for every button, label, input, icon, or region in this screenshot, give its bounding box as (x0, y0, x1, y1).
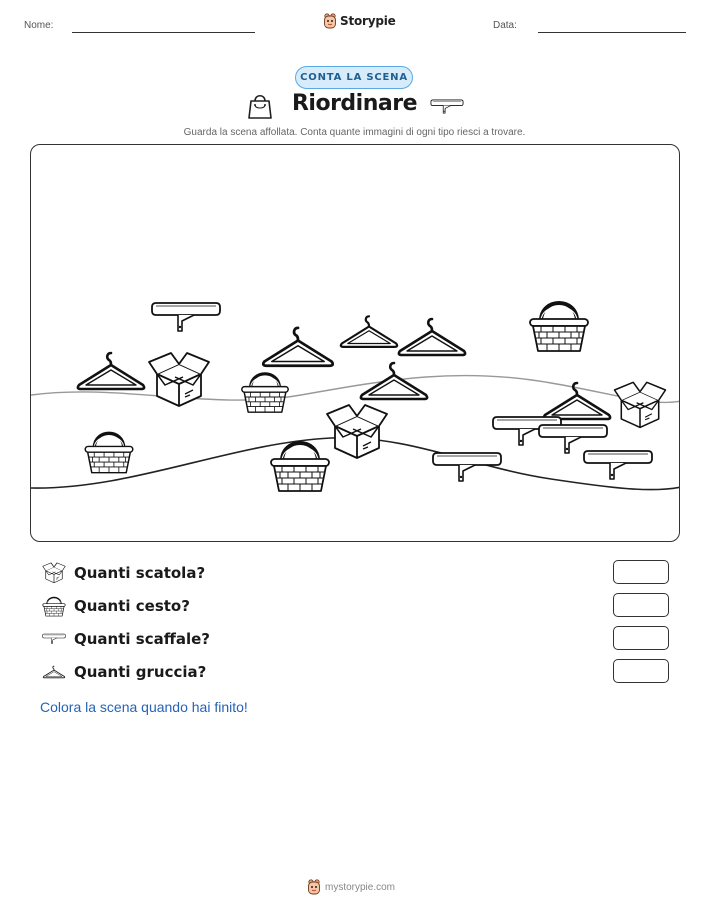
basket-icon (41, 593, 67, 619)
hanger-4[interactable] (399, 319, 465, 355)
answer-box-scaffale[interactable] (613, 626, 669, 650)
answer-box-scatola[interactable] (613, 560, 669, 584)
question-box (41, 560, 671, 586)
question-box-text: Quanti scatola? (74, 564, 206, 582)
shelf-3[interactable] (539, 425, 607, 453)
question-shelf-text: Quanti scaffale? (74, 630, 210, 648)
box-icon (41, 560, 67, 586)
shelf-5[interactable] (584, 451, 652, 479)
hanger-5[interactable] (361, 363, 427, 399)
date-line[interactable] (538, 32, 686, 33)
storypie-mascot-icon (323, 13, 337, 29)
hanger-3[interactable] (341, 316, 397, 347)
footer-url[interactable]: mystorypie.com (325, 881, 396, 893)
footer (307, 879, 395, 895)
question-basket-text: Quanti cesto? (74, 597, 190, 615)
question-hanger-text: Quanti gruccia? (74, 663, 207, 681)
box-2[interactable] (615, 382, 666, 427)
date-label: Data: (493, 20, 517, 31)
basket-3[interactable] (85, 433, 133, 472)
name-line[interactable] (72, 32, 255, 33)
hanger-icon (41, 659, 67, 685)
basket-4[interactable] (271, 443, 329, 491)
shelf-icon (430, 96, 464, 118)
hanger-1[interactable] (78, 353, 144, 389)
brand-name: Storypie (340, 14, 396, 28)
question-shelf (41, 626, 671, 652)
storypie-mascot-icon (307, 879, 321, 895)
box-3[interactable] (327, 405, 387, 458)
answer-box-gruccia[interactable] (613, 659, 669, 683)
shelf-icon (41, 626, 67, 652)
hanger-2[interactable] (263, 328, 333, 366)
question-basket (41, 593, 671, 619)
coloring-instruction: Colora la scena quando hai finito! (40, 699, 248, 715)
question-hanger (41, 659, 671, 685)
instructions-subtitle: Guarda la scena affollata. Conta quante immagini di ogni tipo riesci a trovare. (183, 127, 526, 138)
counting-scene[interactable] (30, 144, 680, 542)
name-label: Nome: (24, 20, 54, 31)
basket-1[interactable] (530, 303, 588, 351)
shelf-1[interactable] (152, 303, 220, 331)
page-title: Riordinare (291, 91, 417, 116)
box-1[interactable] (149, 353, 209, 406)
activity-badge: CONTA LA SCENA (295, 66, 413, 89)
shelf-4[interactable] (433, 453, 501, 481)
brand-logo (323, 13, 396, 29)
answer-box-cesto[interactable] (613, 593, 669, 617)
basket-2[interactable] (242, 374, 288, 412)
